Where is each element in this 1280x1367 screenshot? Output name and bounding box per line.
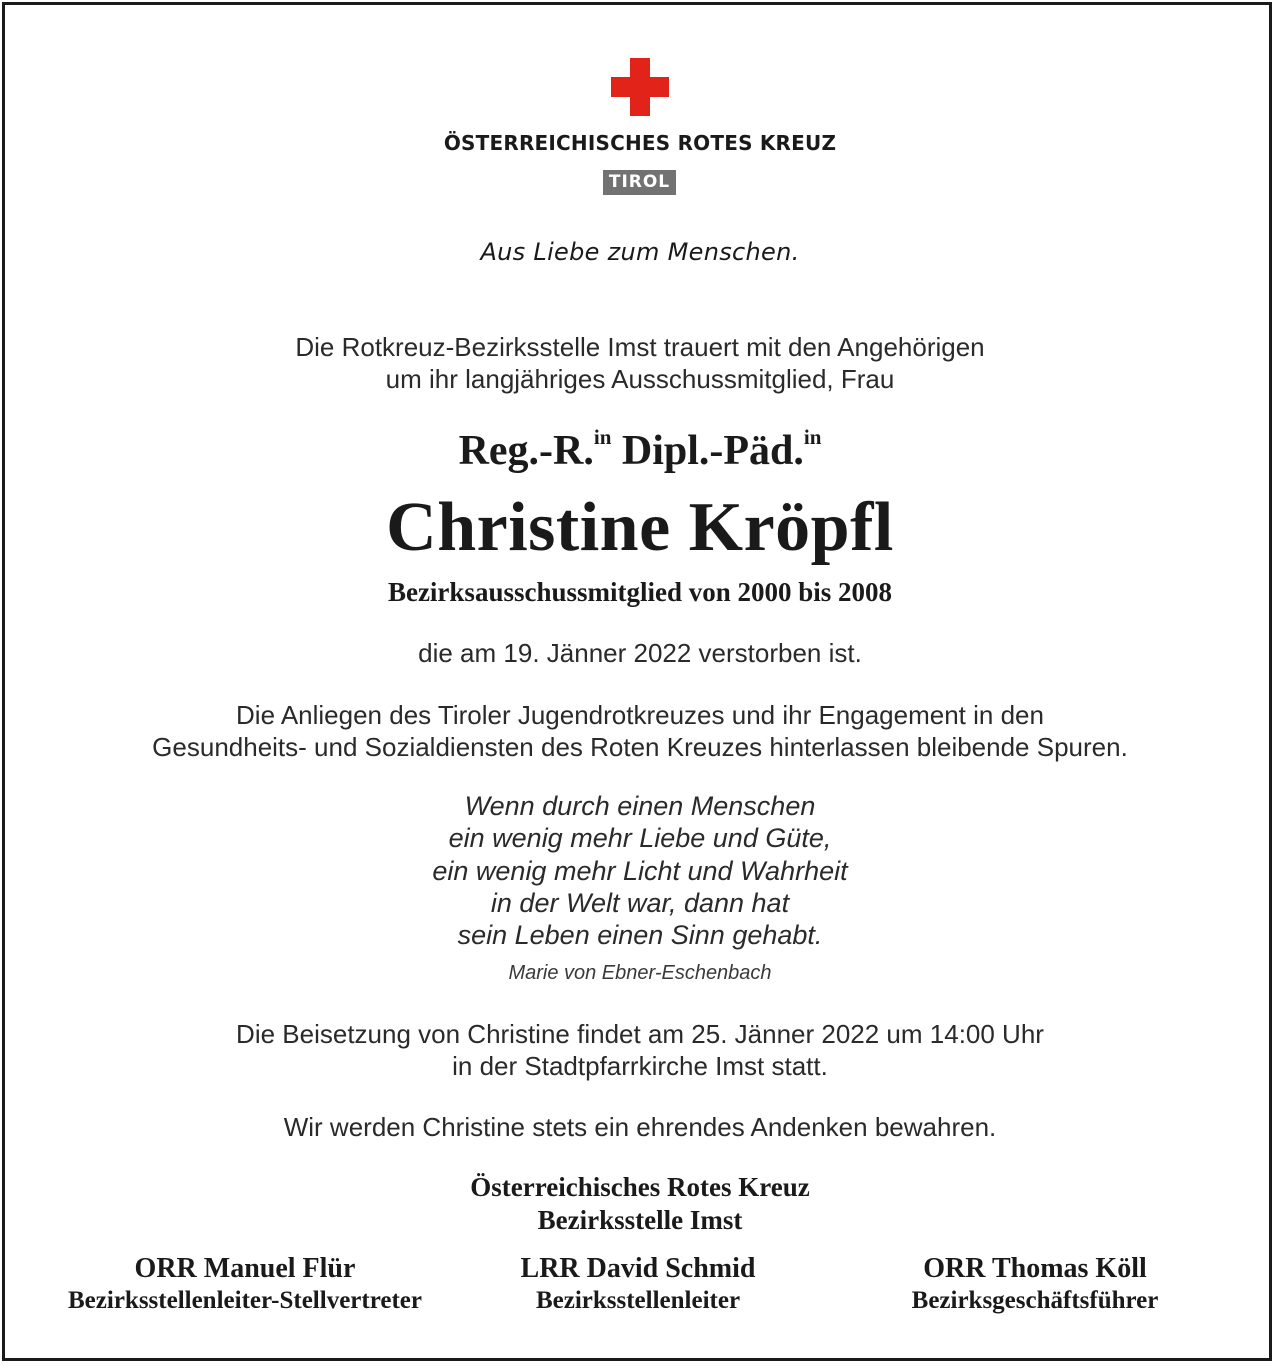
red-cross-icon bbox=[611, 58, 669, 116]
closing-line: Wir werden Christine stets ein ehrendes Andenken bewahren. bbox=[283, 1112, 997, 1142]
academic-titles bbox=[0, 425, 1280, 475]
funeral-line-1: Die Beisetzung von Christine findet am 25. Jänner 2022 um 14:00 Uhr bbox=[236, 1019, 1044, 1049]
poem-line-5: sein Leben einen Sinn gehabt. bbox=[457, 920, 823, 950]
signature-org: Österreichisches Rotes Kreuz bbox=[470, 1172, 810, 1202]
title-1: Reg.-R. bbox=[458, 428, 594, 474]
signatory-role: Bezirksstellenleiter-Stellvertreter bbox=[68, 1287, 422, 1314]
region-badge: TIROL bbox=[603, 170, 676, 195]
funeral-line-2: in der Stadtpfarrkirche Imst statt. bbox=[452, 1051, 828, 1081]
signatory-name: LRR David Schmid bbox=[520, 1253, 756, 1284]
title-1-suffix: in bbox=[593, 425, 612, 449]
poem-author: Marie von Ebner-Eschenbach bbox=[508, 962, 772, 984]
poem-line-4: in der Welt war, dann hat bbox=[490, 888, 790, 918]
signatory-deputy bbox=[30, 1252, 460, 1317]
deceased-name: Christine Kröpfl bbox=[386, 489, 894, 566]
signature-unit: Bezirksstelle Imst bbox=[537, 1205, 743, 1235]
org-name: ÖSTERREICHISCHES ROTES KREUZ bbox=[443, 131, 837, 155]
legacy-line-1: Die Anliegen des Tiroler Jugendrotkreuzes und ihr Engagement in den bbox=[236, 700, 1044, 730]
notice-frame bbox=[2, 2, 1272, 1361]
poem-line-3: ein wenig mehr Licht und Wahrheit bbox=[432, 856, 848, 886]
signatory-manager bbox=[840, 1252, 1230, 1317]
signatory-name: ORR Thomas Köll bbox=[923, 1253, 1147, 1284]
signatory-head bbox=[438, 1252, 838, 1317]
signatory-role: Bezirksstellenleiter bbox=[535, 1287, 741, 1314]
deceased-role: Bezirksausschussmitglied von 2000 bis 2008 bbox=[387, 577, 893, 607]
poem-line-1: Wenn durch einen Menschen bbox=[464, 791, 816, 821]
intro-line-2: um ihr langjähriges Ausschussmitglied, Frau bbox=[385, 364, 895, 394]
title-2-suffix: in bbox=[803, 425, 822, 449]
slogan: Aus Liebe zum Menschen. bbox=[480, 238, 800, 266]
intro-line-1: Die Rotkreuz-Bezirksstelle Imst trauert mit den Angehörigen bbox=[295, 332, 985, 362]
poem-line-2: ein wenig mehr Liebe und Güte, bbox=[448, 823, 832, 853]
signatory-role: Bezirksgeschäftsführer bbox=[911, 1287, 1159, 1314]
signatory-name: ORR Manuel Flür bbox=[134, 1253, 356, 1284]
title-2: Dipl.-Päd. bbox=[621, 428, 804, 474]
legacy-line-2: Gesundheits- und Sozialdiensten des Roten Kreuzes hinterlassen bleibende Spuren. bbox=[152, 732, 1128, 762]
death-date-line: die am 19. Jänner 2022 verstorben ist. bbox=[418, 638, 862, 668]
